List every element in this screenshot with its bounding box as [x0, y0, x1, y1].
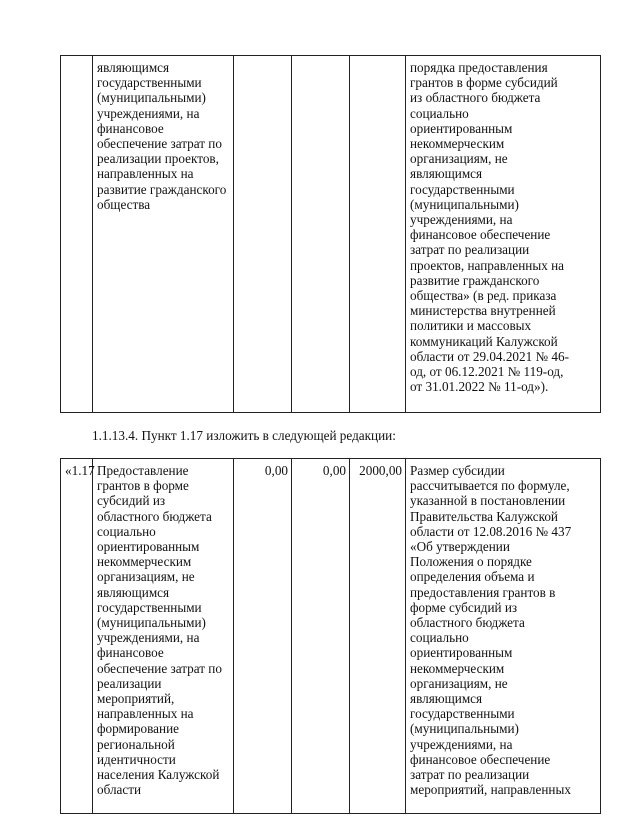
value-cell-1 [234, 56, 292, 413]
value-cell-1: 0,00 [234, 459, 292, 814]
value-cell-2: 0,00 [292, 459, 350, 814]
description-cell: Предоставление грантов в форме субсидий из областного бюджета социально ориентированным некоммерческим организациям, не являющимся государственными (муниципальными) учреждениями, на финансовое обеспечение затрат по реализации мероприятий, направленных на формирование региональной идентичности населения Калужской области [93, 459, 234, 814]
new-item-table [60, 458, 601, 814]
row-number-cell [61, 56, 93, 413]
value-cell-3 [350, 56, 406, 413]
table-row [61, 56, 601, 413]
value-cell-2 [292, 56, 350, 413]
table-row [61, 459, 601, 814]
note-cell: Размер субсидии рассчитывается по формуле, указанной в постановлении Правительства Калужской области от 12.08.2016 № 437 «Об утверждении Положения о порядке определения объема и предоставления грантов в форме субсидий из областного бюджета социально ориентированным некоммерческим организациям, не являющимся государственными (муниципальными) учреждениями, на финансовое обеспечение затрат по реализации мероприятий, направленных [406, 459, 601, 814]
continued-table [60, 55, 601, 413]
row-number-cell: «1.17 [61, 459, 93, 814]
description-cell: являющимся государственными (муниципальными) учреждениями, на финансовое обеспечение затрат по реализации проектов, направленных на развитие гражданского общества [93, 56, 234, 413]
value-cell-3: 2000,00 [350, 459, 406, 814]
note-cell: порядка предоставления грантов в форме субсидий из областного бюджета социально ориентированным некоммерческим организациям, не являющимся государственными (муниципальными) учреждениями, на финансовое обеспечение затрат по реализации проектов, направленных на развитие гражданского общества» (в ред. приказа министерства внутренней политики и массовых коммуникаций Калужской области от 29.04.2021 № 46- од, от 06.12.2021 № 119-од, от 31.01.2022 № 11-од»). [406, 56, 601, 413]
amendment-clause: 1.1.13.4. Пункт 1.17 изложить в следующей редакции: [92, 428, 396, 443]
